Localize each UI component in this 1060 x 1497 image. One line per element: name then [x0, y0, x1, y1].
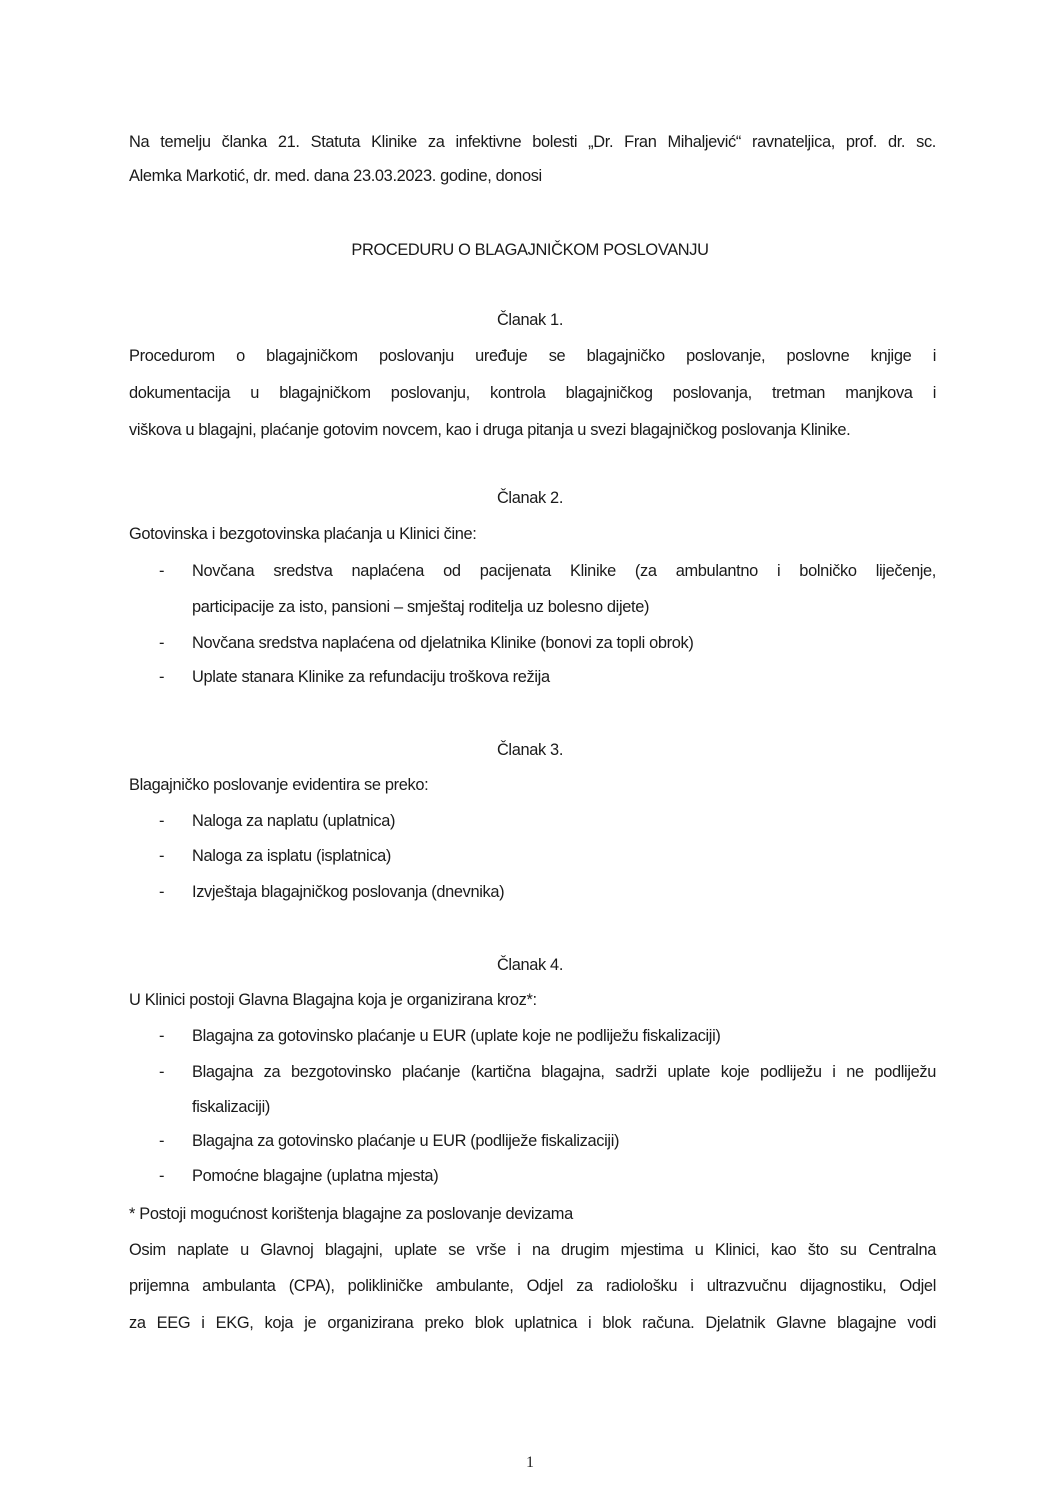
article-4-bullet-2-line-1: Blagajna za bezgotovinsko plaćanje (kartična blagajna, sadrži uplate koje podliježu i ne podliježu [192, 1063, 936, 1081]
bullet-dash: - [159, 847, 165, 865]
article-1-line-1: Procedurom o blagajničkom poslovanju uređuje se blagajničko poslovanje, poslovne knjige i [129, 347, 936, 365]
article-2-intro: Gotovinska i bezgotovinska plaćanja u Klinici čine: [129, 525, 477, 543]
article-1-line-3: viškova u blagajni, plaćanje gotovim novcem, kao i druga pitanja u svezi blagajničkog poslovanja Klinike. [129, 421, 851, 439]
bullet-dash: - [159, 1027, 165, 1045]
article-4-bullet-2-line-2: fiskalizaciji) [192, 1098, 270, 1116]
article-4-heading: Članak 4. [496, 956, 564, 974]
article-2-bullet-3: Uplate stanara Klinike za refundaciju troškova režija [192, 668, 550, 686]
bullet-dash: - [159, 883, 165, 901]
article-4-para-line-2: prijemna ambulanta (CPA), polikliničke ambulante, Odjel za radiološku i ultrazvučnu dijagnostiku, Odjel [129, 1277, 936, 1295]
article-3-bullet-1: Naloga za naplatu (uplatnica) [192, 812, 396, 830]
article-3-bullet-3: Izvještaja blagajničkog poslovanja (dnevnika) [192, 883, 505, 901]
article-4-intro: U Klinici postoji Glavna Blagajna koja je organizirana kroz*: [129, 991, 537, 1009]
article-2-bullet-1-line-2: participacije za isto, pansioni – smještaj roditelja uz bolesno dijete) [192, 598, 650, 616]
article-4-bullet-3: Blagajna za gotovinsko plaćanje u EUR (podliježe fiskalizaciji) [192, 1132, 620, 1150]
intro-line-1: Na temelju članka 21. Statuta Klinike za infektivne bolesti „Dr. Fran Mihaljević“ ravnateljica, prof. dr. sc. [129, 133, 936, 151]
article-2-heading: Članak 2. [496, 489, 564, 507]
page-number: 1 [526, 1454, 534, 1471]
bullet-dash: - [159, 562, 165, 580]
article-3-bullet-2: Naloga za isplatu (isplatnica) [192, 847, 392, 865]
article-1-line-2: dokumentacija u blagajničkom poslovanju, kontrola blagajničkog poslovanja, tretman manjkova i [129, 384, 936, 402]
article-2-bullet-2: Novčana sredstva naplaćena od djelatnika Klinike (bonovi za topli obrok) [192, 634, 694, 652]
article-3-heading: Članak 3. [496, 741, 564, 759]
bullet-dash: - [159, 634, 165, 652]
article-4-bullet-1: Blagajna za gotovinsko plaćanje u EUR (uplate koje ne podliježu fiskalizaciji) [192, 1027, 721, 1045]
bullet-dash: - [159, 812, 165, 830]
article-4-para-line-1: Osim naplate u Glavnoj blagajni, uplate se vrše i na drugim mjestima u Klinici, kao što su Centralna [129, 1241, 936, 1259]
article-3-intro: Blagajničko poslovanje evidentira se preko: [129, 776, 429, 794]
article-4-para-line-3: za EEG i EKG, koja je organizirana preko blok uplatnica i blok računa. Djelatnik Glavne blagajne vodi [129, 1314, 936, 1332]
article-1-heading: Članak 1. [496, 311, 564, 329]
bullet-dash: - [159, 1063, 165, 1081]
intro-line-2: Alemka Markotić, dr. med. dana 23.03.2023. godine, donosi [129, 167, 542, 185]
article-4-footnote: * Postoji mogućnost korištenja blagajne za poslovanje devizama [129, 1205, 573, 1223]
document-title: PROCEDURU O BLAGAJNIČKOM POSLOVANJU [351, 241, 709, 259]
bullet-dash: - [159, 1132, 165, 1150]
bullet-dash: - [159, 668, 165, 686]
bullet-dash: - [159, 1167, 165, 1185]
article-4-bullet-4: Pomoćne blagajne (uplatna mjesta) [192, 1167, 439, 1185]
article-2-bullet-1-line-1: Novčana sredstva naplaćena od pacijenata Klinike (za ambulantno i bolničko liječenje, [192, 562, 936, 580]
